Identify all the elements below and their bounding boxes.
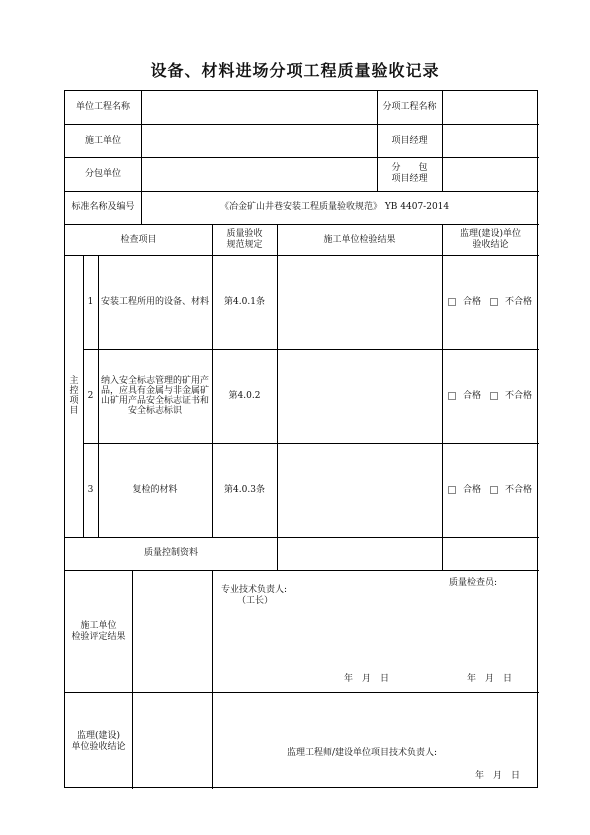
pass-label: 合格 xyxy=(463,485,482,495)
row-divider xyxy=(65,157,539,158)
item-description: 安全标志标识 xyxy=(127,406,182,416)
supervision-eval-label: 单位验收结论 xyxy=(71,742,126,752)
pass-checkbox[interactable] xyxy=(448,486,456,494)
row-divider xyxy=(65,692,539,693)
construction-eval-label: 检验评定结果 xyxy=(71,632,126,642)
col-divider xyxy=(442,91,443,191)
row-divider xyxy=(65,570,539,571)
fail-label: 不合格 xyxy=(505,391,533,401)
row-divider xyxy=(65,255,539,256)
result-header: 施工单位检验结果 xyxy=(323,235,396,245)
col-divider xyxy=(141,191,142,224)
check-item-header: 检查项目 xyxy=(120,235,157,245)
item-description: 安装工程所用的设备、材料 xyxy=(100,297,209,307)
item-number: 1 xyxy=(87,297,94,307)
fail-checkbox[interactable] xyxy=(490,298,498,306)
item-number: 3 xyxy=(87,485,94,495)
tech-lead-label: 专业技术负责人: xyxy=(221,585,288,595)
quality-control-label: 质量控制资料 xyxy=(143,548,198,558)
supervision-date: 年 月 日 xyxy=(475,771,521,781)
acceptance-record-table xyxy=(64,90,538,788)
subcontract-manager-label: 项目经理 xyxy=(391,174,428,184)
fail-label: 不合格 xyxy=(505,297,533,307)
supervision-header: 监理(建设)单位 xyxy=(459,229,522,239)
row-divider xyxy=(65,191,539,192)
pass-checkbox[interactable] xyxy=(448,392,456,400)
fail-checkbox[interactable] xyxy=(490,392,498,400)
fail-checkbox[interactable] xyxy=(490,486,498,494)
item-description: 纳入安全标志管理的矿用产 xyxy=(100,376,209,386)
supervision-header: 验收结论 xyxy=(472,240,509,250)
document-title: 设备、材料进场分项工程质量验收记录 xyxy=(150,61,440,80)
unit-project-label: 单位工程名称 xyxy=(75,102,130,112)
item-clause: 第4.0.1条 xyxy=(224,297,265,307)
inspector-label: 质量检查员: xyxy=(449,578,498,588)
spec-header: 质量验收 xyxy=(226,229,263,239)
item-description: 复检的材料 xyxy=(132,485,178,495)
sub-project-label: 分项工程名称 xyxy=(382,102,437,112)
row-divider xyxy=(83,443,539,444)
supervision-signer: 监理工程师/建设单位项目技术负责人: xyxy=(287,748,438,758)
inspector-date: 年 月 日 xyxy=(467,674,513,684)
col-divider xyxy=(141,91,142,191)
item-number: 2 xyxy=(87,391,94,401)
project-manager-label: 项目经理 xyxy=(391,136,428,146)
pass-label: 合格 xyxy=(463,297,482,307)
subcontract-manager-label: 分 包 xyxy=(391,163,428,173)
row-divider xyxy=(65,224,539,225)
pass-checkbox[interactable] xyxy=(448,298,456,306)
item-description: 品，应具有金属与非金属矿 xyxy=(100,386,209,396)
fail-label: 不合格 xyxy=(505,485,533,495)
col-divider xyxy=(277,224,278,570)
main-control-label: 主 控 项 目 xyxy=(69,376,79,416)
supervision-eval-label: 监理(建设) xyxy=(76,731,121,741)
row-divider xyxy=(65,537,539,538)
standard-value: 《冶金矿山井巷安装工程质量验收规范》 YB 4407-2014 xyxy=(220,202,450,212)
row-divider xyxy=(65,124,539,125)
construction-eval-label: 施工单位 xyxy=(80,621,117,631)
construction-date: 年 月 日 xyxy=(344,674,390,684)
col-divider xyxy=(132,570,133,789)
construction-unit-label: 施工单位 xyxy=(84,136,121,146)
spec-header: 规范规定 xyxy=(226,240,263,250)
item-clause: 第4.0.2 xyxy=(228,391,261,401)
standard-label: 标准名称及编号 xyxy=(71,202,135,212)
row-divider xyxy=(83,349,539,350)
col-divider xyxy=(442,224,443,570)
subcontract-unit-label: 分包单位 xyxy=(84,169,121,179)
item-description: 山矿用产品安全标志证书和 xyxy=(100,396,209,406)
item-clause: 第4.0.3条 xyxy=(224,485,265,495)
pass-label: 合格 xyxy=(463,391,482,401)
tech-lead-label: （工长） xyxy=(237,596,274,606)
col-divider xyxy=(212,570,213,789)
